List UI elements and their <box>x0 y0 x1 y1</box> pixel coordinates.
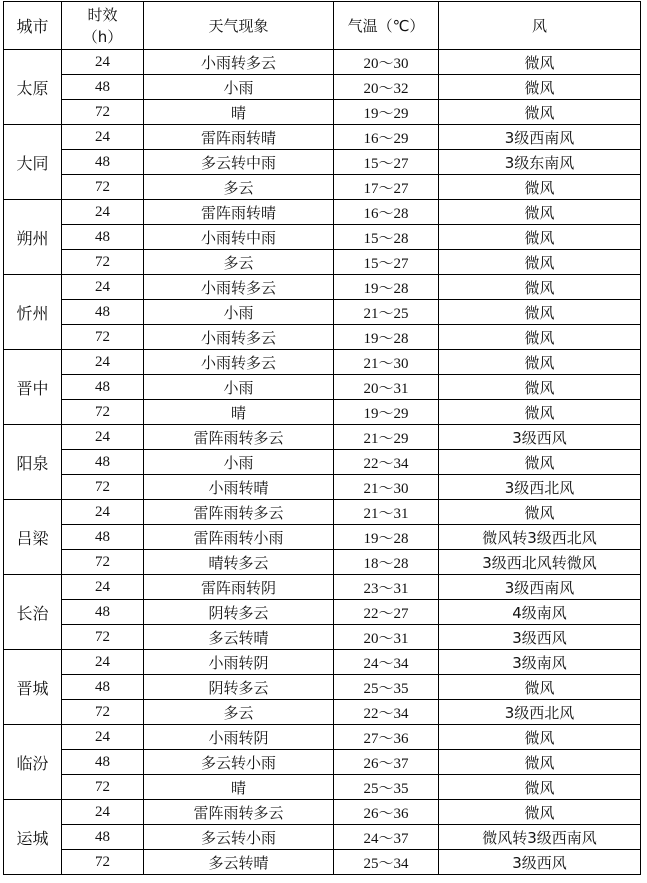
city-name: 临汾 <box>4 725 62 800</box>
weather-condition: 小雨 <box>144 450 334 475</box>
forecast-hours: 48 <box>62 375 144 400</box>
wind-description: 微风 <box>439 500 641 525</box>
forecast-hours: 72 <box>62 100 144 125</box>
table-row <box>4 525 641 550</box>
weather-condition: 小雨转多云 <box>144 275 334 300</box>
table-row <box>4 825 641 850</box>
wind-description: 微风 <box>439 775 641 800</box>
weather-condition: 雷阵雨转多云 <box>144 800 334 825</box>
weather-condition: 多云转中雨 <box>144 150 334 175</box>
temperature-range: 20～31 <box>334 625 439 650</box>
wind-description: 3级西风 <box>439 850 641 875</box>
table-row <box>4 275 641 300</box>
temperature-range: 27～36 <box>334 725 439 750</box>
temperature-range: 15～27 <box>334 250 439 275</box>
weather-condition: 晴 <box>144 100 334 125</box>
wind-description: 3级西北风 <box>439 700 641 725</box>
wind-description: 微风 <box>439 375 641 400</box>
table-row <box>4 75 641 100</box>
forecast-hours: 48 <box>62 75 144 100</box>
forecast-hours: 24 <box>62 125 144 150</box>
forecast-hours: 48 <box>62 150 144 175</box>
table-row <box>4 200 641 225</box>
forecast-hours: 48 <box>62 600 144 625</box>
table-row <box>4 325 641 350</box>
city-name: 忻州 <box>4 275 62 350</box>
weather-condition: 小雨 <box>144 300 334 325</box>
temperature-range: 26～37 <box>334 750 439 775</box>
temperature-range: 16～29 <box>334 125 439 150</box>
forecast-hours: 24 <box>62 725 144 750</box>
wind-description: 微风 <box>439 400 641 425</box>
temperature-range: 21～30 <box>334 475 439 500</box>
weather-condition: 多云 <box>144 250 334 275</box>
city-name: 长治 <box>4 575 62 650</box>
weather-condition: 多云 <box>144 175 334 200</box>
city-name: 阳泉 <box>4 425 62 500</box>
temperature-range: 19～28 <box>334 525 439 550</box>
wind-description: 3级西风 <box>439 425 641 450</box>
temperature-range: 25～35 <box>334 775 439 800</box>
wind-description: 微风 <box>439 100 641 125</box>
wind-description: 微风 <box>439 250 641 275</box>
table-row <box>4 675 641 700</box>
forecast-hours: 72 <box>62 775 144 800</box>
wind-description: 微风转3级西北风 <box>439 525 641 550</box>
forecast-hours: 24 <box>62 650 144 675</box>
temperature-range: 25～34 <box>334 850 439 875</box>
forecast-hours: 72 <box>62 700 144 725</box>
wind-description: 微风 <box>439 750 641 775</box>
temperature-range: 26～36 <box>334 800 439 825</box>
header-hours <box>62 2 144 50</box>
table-row <box>4 550 641 575</box>
wind-description: 微风 <box>439 75 641 100</box>
weather-condition: 雷阵雨转晴 <box>144 125 334 150</box>
weather-condition: 阴转多云 <box>144 675 334 700</box>
header-temperature: 气温（℃） <box>334 2 439 50</box>
table-row <box>4 650 641 675</box>
temperature-range: 19～29 <box>334 100 439 125</box>
city-name: 朔州 <box>4 200 62 275</box>
wind-description: 微风 <box>439 50 641 75</box>
wind-description: 3级西南风 <box>439 575 641 600</box>
weather-condition: 小雨转中雨 <box>144 225 334 250</box>
temperature-range: 19～28 <box>334 275 439 300</box>
weather-condition: 多云转晴 <box>144 850 334 875</box>
table-row <box>4 400 641 425</box>
header-city: 城市 <box>4 2 62 50</box>
forecast-hours: 24 <box>62 200 144 225</box>
temperature-range: 24～37 <box>334 825 439 850</box>
weather-condition: 雷阵雨转阴 <box>144 575 334 600</box>
weather-condition: 小雨 <box>144 75 334 100</box>
forecast-hours: 72 <box>62 175 144 200</box>
temperature-range: 22～34 <box>334 450 439 475</box>
table-row <box>4 50 641 75</box>
weather-condition: 阴转多云 <box>144 600 334 625</box>
temperature-range: 19～28 <box>334 325 439 350</box>
temperature-range: 24～34 <box>334 650 439 675</box>
wind-description: 微风 <box>439 300 641 325</box>
table-row <box>4 175 641 200</box>
forecast-hours: 24 <box>62 50 144 75</box>
weather-condition: 小雨转多云 <box>144 50 334 75</box>
forecast-hours: 48 <box>62 750 144 775</box>
city-name: 大同 <box>4 125 62 200</box>
weather-condition: 晴 <box>144 400 334 425</box>
weather-condition: 小雨转阴 <box>144 650 334 675</box>
table-row <box>4 800 641 825</box>
forecast-hours: 72 <box>62 400 144 425</box>
wind-description: 微风 <box>439 675 641 700</box>
header-row <box>4 2 641 50</box>
weather-condition: 雷阵雨转多云 <box>144 500 334 525</box>
wind-description: 3级西北风转微风 <box>439 550 641 575</box>
city-name: 吕梁 <box>4 500 62 575</box>
temperature-range: 15～27 <box>334 150 439 175</box>
table-row <box>4 125 641 150</box>
temperature-range: 16～28 <box>334 200 439 225</box>
wind-description: 3级东南风 <box>439 150 641 175</box>
table-row <box>4 100 641 125</box>
forecast-hours: 24 <box>62 350 144 375</box>
temperature-range: 20～30 <box>334 50 439 75</box>
temperature-range: 22～34 <box>334 700 439 725</box>
weather-condition: 小雨转多云 <box>144 325 334 350</box>
wind-description: 3级南风 <box>439 650 641 675</box>
temperature-range: 15～28 <box>334 225 439 250</box>
forecast-hours: 24 <box>62 275 144 300</box>
wind-description: 4级南风 <box>439 600 641 625</box>
wind-description: 微风 <box>439 800 641 825</box>
table-row <box>4 775 641 800</box>
table-row <box>4 225 641 250</box>
table-row <box>4 300 641 325</box>
forecast-hours: 72 <box>62 475 144 500</box>
table-row <box>4 750 641 775</box>
temperature-range: 23～31 <box>334 575 439 600</box>
wind-description: 3级西南风 <box>439 125 641 150</box>
weather-condition: 晴 <box>144 775 334 800</box>
table-row <box>4 725 641 750</box>
weather-condition: 多云转小雨 <box>144 750 334 775</box>
temperature-range: 21～31 <box>334 500 439 525</box>
wind-description: 3级西风 <box>439 625 641 650</box>
table-row <box>4 575 641 600</box>
forecast-hours: 24 <box>62 500 144 525</box>
weather-condition: 雷阵雨转晴 <box>144 200 334 225</box>
forecast-hours: 24 <box>62 800 144 825</box>
city-name: 晋中 <box>4 350 62 425</box>
header-wind: 风 <box>439 2 641 50</box>
table-row <box>4 425 641 450</box>
weather-condition: 多云 <box>144 700 334 725</box>
temperature-range: 18～28 <box>334 550 439 575</box>
weather-condition: 多云转晴 <box>144 625 334 650</box>
header-hours-line1: 时效 <box>87 5 118 24</box>
forecast-table <box>3 1 641 875</box>
wind-description: 3级西北风 <box>439 475 641 500</box>
table-row <box>4 625 641 650</box>
weather-condition: 雷阵雨转小雨 <box>144 525 334 550</box>
weather-condition: 小雨转晴 <box>144 475 334 500</box>
table-row <box>4 150 641 175</box>
temperature-range: 21～25 <box>334 300 439 325</box>
weather-condition: 多云转小雨 <box>144 825 334 850</box>
forecast-hours: 72 <box>62 550 144 575</box>
forecast-hours: 72 <box>62 325 144 350</box>
table-row <box>4 600 641 625</box>
wind-description: 微风 <box>439 325 641 350</box>
wind-description: 微风 <box>439 225 641 250</box>
forecast-hours: 72 <box>62 250 144 275</box>
temperature-range: 21～30 <box>334 350 439 375</box>
forecast-hours: 48 <box>62 300 144 325</box>
wind-description: 微风 <box>439 450 641 475</box>
table-row <box>4 350 641 375</box>
temperature-range: 20～32 <box>334 75 439 100</box>
table-row <box>4 500 641 525</box>
weather-condition: 小雨 <box>144 375 334 400</box>
city-name: 太原 <box>4 50 62 125</box>
temperature-range: 21～29 <box>334 425 439 450</box>
forecast-hours: 48 <box>62 825 144 850</box>
wind-description: 微风 <box>439 350 641 375</box>
table-row <box>4 475 641 500</box>
temperature-range: 25～35 <box>334 675 439 700</box>
temperature-range: 22～27 <box>334 600 439 625</box>
header-hours-line2: （h） <box>82 27 123 46</box>
city-name: 运城 <box>4 800 62 875</box>
forecast-hours: 48 <box>62 450 144 475</box>
wind-description: 微风转3级西南风 <box>439 825 641 850</box>
weather-condition: 小雨转阴 <box>144 725 334 750</box>
temperature-range: 19～29 <box>334 400 439 425</box>
table-row <box>4 250 641 275</box>
forecast-body <box>4 50 641 875</box>
wind-description: 微风 <box>439 725 641 750</box>
wind-description: 微风 <box>439 200 641 225</box>
table-row <box>4 375 641 400</box>
forecast-hours: 24 <box>62 575 144 600</box>
city-name: 晋城 <box>4 650 62 725</box>
forecast-hours: 72 <box>62 850 144 875</box>
temperature-range: 17～27 <box>334 175 439 200</box>
wind-description: 微风 <box>439 175 641 200</box>
table-row <box>4 700 641 725</box>
forecast-hours: 24 <box>62 425 144 450</box>
table-row <box>4 850 641 875</box>
forecast-hours: 72 <box>62 625 144 650</box>
weather-condition: 晴转多云 <box>144 550 334 575</box>
wind-description: 微风 <box>439 275 641 300</box>
weather-condition: 雷阵雨转多云 <box>144 425 334 450</box>
table-row <box>4 450 641 475</box>
weather-condition: 小雨转多云 <box>144 350 334 375</box>
temperature-range: 20～31 <box>334 375 439 400</box>
forecast-hours: 48 <box>62 525 144 550</box>
forecast-hours: 48 <box>62 225 144 250</box>
header-weather: 天气现象 <box>144 2 334 50</box>
forecast-hours: 48 <box>62 675 144 700</box>
